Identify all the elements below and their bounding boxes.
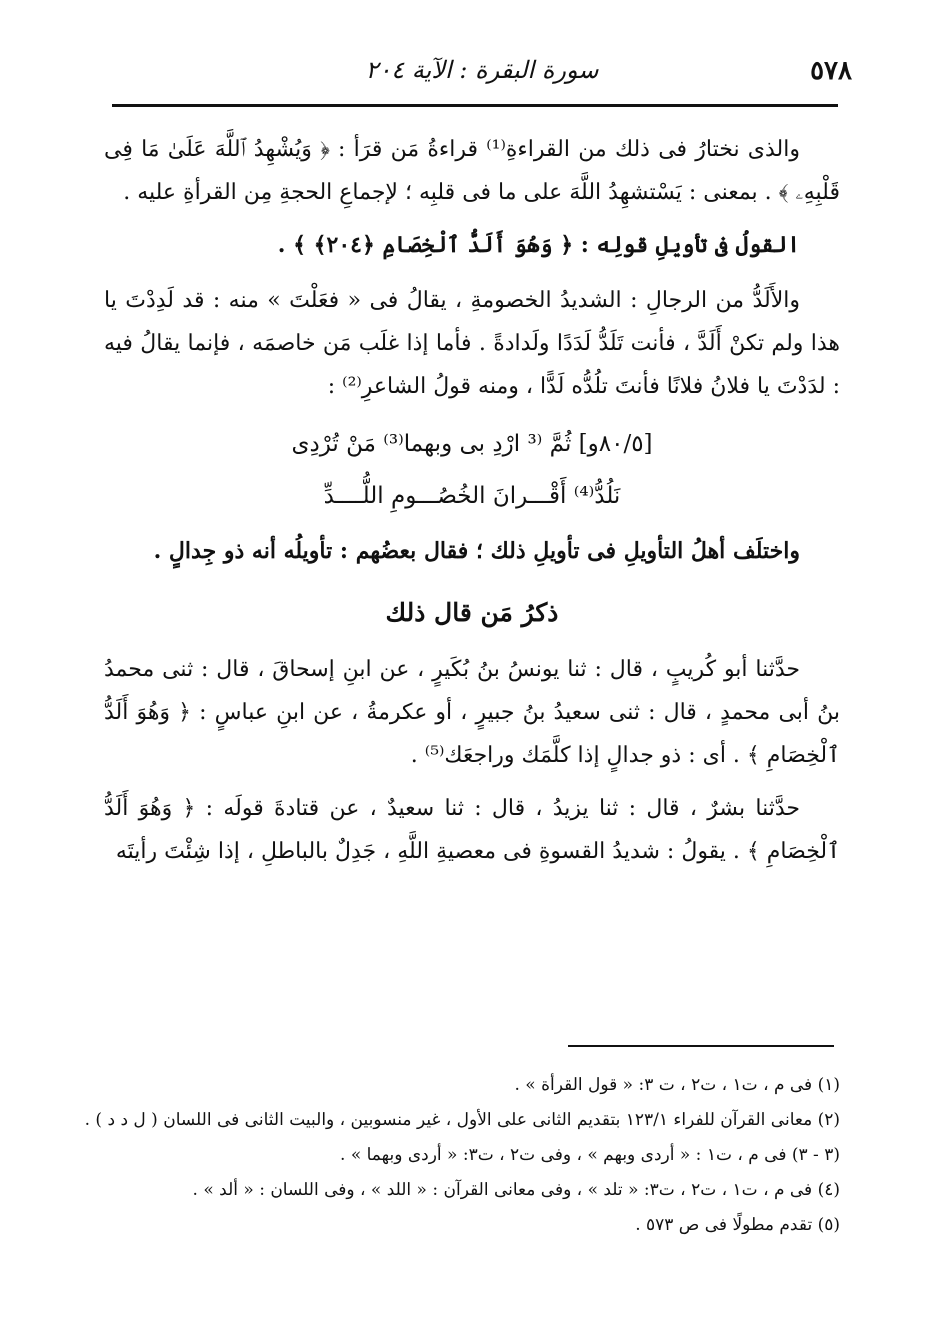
paragraph-hadith-abu-kurayb: حدَّثنا أبو كُريبٍ ، قال : ثنا يونسُ بنُ بُكَيرٍ ، عن ابنِ إسحاقَ ، قال : ثنى محمدُ بنُ أبى محمدٍ ، قال : ثنى سعيدُ بنُ جبيرٍ ، أو عكرمةُ ، عن ابنِ عباسٍ : ﴿ وَهُوَ أَلَدُّ ٱلْخِصَامِ ﴾ . أى : ذو جدالٍ إذا كلَّمَك وراجعَك⁽⁵⁾ . xyxy=(104,657,840,768)
paragraph-aladd-definition: والأَلَدُّ من الرجالِ : الشديدُ الخصومةِ ، يقالُ فى « فعَلْتَ » منه : قد لَدِدْتَ يا هذا ولم تكنْ أَلَدَّ ، فأنت تَلَدُّ لَدَدًا ولَدادةً . فأما إذا غلَب مَن خاصمَه ، فإنما يقالُ فيه : لدَدْتَ يا فلانُ فلانًا فأنتَ تلُدُّه لَدًّا ، ومنه قولُ الشاعرِ⁽²⁾ : xyxy=(104,288,840,399)
page-number: ٥٧٨ xyxy=(810,56,852,86)
verse-line-2: نَلُدُّ⁽⁴⁾ أَقْـــرانَ الخُصُـــومِ اللُّــــدِّ xyxy=(323,483,621,509)
footnote-5: (٥) تقدم مطولًا فى ص ٥٧٣ . xyxy=(635,1215,840,1235)
interpretation-heading: القولُ فى تأويلِ قولِه : ﴿ وَهُوَ أَلَدُّ ٱلْخِصَامِ ﴿٢٠٤﴾ ﴾ . xyxy=(277,232,800,258)
paragraph-reading-choice: والذى نختارُ فى ذلك من القراءةِ⁽¹⁾ قراءةُ مَن قرَأ : ﴿ وَيُشْهِدُ ٱللَّهَ عَلَىٰ مَا فِى قَلْبِهِۦ ﴾ . بمعنى : يَسْتشهِدُ اللَّهَ على ما فى قلبِه ؛ لإجماعِ الحجةِ مِن القرأةِ عليه . xyxy=(104,137,840,205)
verse-line-1: [٨٠/٥و] ثُمَّ ⁽³ ارْدِ بى وبهما⁽³⁾ مَنْ تُرْدِى xyxy=(291,431,653,457)
page-header xyxy=(112,52,852,96)
footnotes xyxy=(84,1068,840,1243)
footnote-rule xyxy=(568,1045,834,1047)
footnote-4: (٤) فى م ، ت١ ، ت٢ ، ت٣: « تلد » ، وفى معانى القرآن : « اللد » ، وفى اللسان : « ألد » . xyxy=(192,1180,840,1200)
paragraph-disagreement: واختلَف أهلُ التأويلِ فى تأويلِ ذلك ؛ فقال بعضُهم : تأويلُه أنه ذو جِدالٍ . xyxy=(153,538,800,564)
poetry-verse xyxy=(104,418,840,522)
footnote-1: (١) فى م ، ت١ ، ت٢ ، ت ٣: « قول القرأة » . xyxy=(514,1075,840,1095)
running-title: سورة البقرة : الآية ٢٠٤ xyxy=(365,56,599,84)
footnote-2: (٢) معانى القرآن للفراء ١٢٣/١ بتقديم الثانى على الأول ، غير منسوبين ، والبيت الثانى فى اللسان ( ل د د ) . xyxy=(84,1110,840,1130)
main-text xyxy=(104,128,840,883)
section-title: ذكرُ مَن قال ذلك xyxy=(385,598,559,627)
header-rule xyxy=(112,104,838,107)
paragraph-hadith-bishr: حدَّثنا بشرٌ ، قال : ثنا يزيدُ ، قال : ثنا سعيدٌ ، عن قتادةَ قولَه : ﴿ وَهُوَ أَلَدُّ ٱلْخِصَامِ ﴾ . يقولُ : شديدُ القسوةِ فى معصيةِ اللَّهِ ، جَدِلٌ بالباطلِ ، إذا شِئْتَ رأيتَه xyxy=(104,796,840,864)
footnote-3: (٣ - ٣) فى م ، ت١ : « أردى وبهم » ، وفى ت٢ ، ت٣: « أردى وبهما » . xyxy=(340,1145,840,1165)
